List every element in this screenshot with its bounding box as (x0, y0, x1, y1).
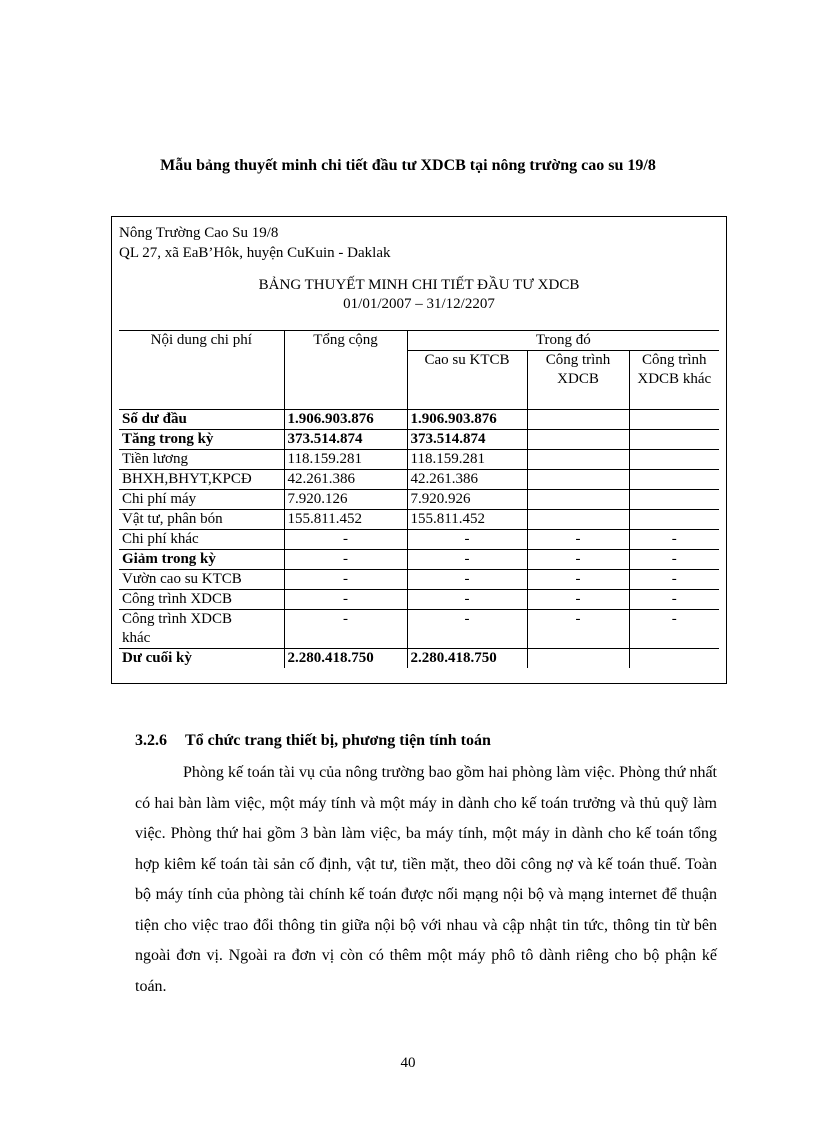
row-rubber: 1.906.903.876 (407, 410, 527, 430)
section-title: Tổ chức trang thiết bị, phương tiện tính toán (185, 732, 491, 749)
row-total: - (284, 530, 407, 550)
page-number: 40 (400, 1055, 416, 1071)
table-row (119, 550, 719, 570)
row-construction (527, 470, 629, 490)
row-label: Vườn cao su KTCB (119, 570, 284, 590)
table-row (119, 649, 719, 669)
row-other (629, 649, 719, 669)
row-label: Vật tư, phân bón (119, 510, 284, 530)
row-other (629, 470, 719, 490)
row-construction (527, 490, 629, 510)
row-total: 2.280.418.750 (284, 649, 407, 669)
header-total: Tổng cộng (284, 331, 407, 410)
header-of-which: Trong đó (407, 331, 719, 351)
row-total: 118.159.281 (284, 450, 407, 470)
row-label: Chi phí máy (119, 490, 284, 510)
row-label: Số dư đầu (119, 410, 284, 430)
row-construction: - (527, 570, 629, 590)
header-row-1 (119, 331, 719, 351)
row-construction: - (527, 610, 629, 649)
row-total: 373.514.874 (284, 430, 407, 450)
table-row (119, 510, 719, 530)
row-other: - (629, 610, 719, 649)
org-info (119, 223, 390, 263)
row-label: Giảm trong kỳ (119, 550, 284, 570)
header-content: Nội dung chi phí (119, 331, 284, 410)
row-label: Công trình XDCB (119, 590, 284, 610)
figure-caption: Mẫu bảng thuyết minh chi tiết đầu tư XDCB tại nông trường cao su 19/8 (160, 157, 656, 174)
row-other: - (629, 530, 719, 550)
table-row (119, 570, 719, 590)
row-label: Công trình XDCB khác (119, 610, 284, 649)
row-other (629, 490, 719, 510)
row-other: - (629, 570, 719, 590)
table-row (119, 610, 719, 649)
row-rubber: 7.920.926 (407, 490, 527, 510)
row-other (629, 450, 719, 470)
report-table (119, 330, 719, 668)
row-rubber: - (407, 590, 527, 610)
row-other (629, 510, 719, 530)
section-number: 3.2.6 (135, 732, 167, 749)
row-total: - (284, 590, 407, 610)
report-period: 01/01/2007 – 31/12/2207 (343, 296, 495, 312)
report-title: BẢNG THUYẾT MINH CHI TIẾT ĐẦU TƯ XDCB (258, 277, 580, 293)
row-construction (527, 450, 629, 470)
row-total: 7.920.126 (284, 490, 407, 510)
row-rubber: - (407, 610, 527, 649)
row-other (629, 410, 719, 430)
report-box (111, 216, 727, 684)
row-other: - (629, 550, 719, 570)
table-row (119, 410, 719, 430)
body-paragraph: Phòng kế toán tài vụ của nông trường bao gồm hai phòng làm việc. Phòng thứ nhất có hai bàn làm việc, một máy tính và một máy in dành cho kế toán trưởng và thủ quỹ làm việc. Phòng thứ hai gồm 3 bàn làm việc, ba máy tính, một máy in dành cho kế toán tổng hợp kiêm kế toán tài sản cố định, vật tư, tiền mặt, theo dõi công nợ và kế toán thuế. Toàn bộ máy tính của phòng tài chính kế toán được nối mạng nội bộ và mạng internet để thuận tiện cho việc trao đổi thông tin giữa nội bộ với nhau và cập nhật tin tức, thông tin từ bên ngoài đơn vị. Ngoài ra đơn vị còn có thêm một máy phô tô dành riêng cho bộ phận kế toán. (135, 764, 717, 995)
row-construction: - (527, 550, 629, 570)
row-rubber: 373.514.874 (407, 430, 527, 450)
org-name: Nông Trường Cao Su 19/8 (119, 225, 279, 241)
table-row (119, 490, 719, 510)
row-construction: - (527, 530, 629, 550)
table-row (119, 470, 719, 490)
row-rubber: 42.261.386 (407, 470, 527, 490)
row-label: Tăng trong kỳ (119, 430, 284, 450)
row-total: - (284, 570, 407, 590)
table-row (119, 450, 719, 470)
row-rubber: - (407, 570, 527, 590)
row-rubber: 155.811.452 (407, 510, 527, 530)
row-rubber: - (407, 550, 527, 570)
row-total: - (284, 550, 407, 570)
table-row (119, 430, 719, 450)
row-total: 42.261.386 (284, 470, 407, 490)
org-address: QL 27, xã EaB’Hôk, huyện CuKuin - Daklak (119, 245, 391, 261)
row-construction (527, 649, 629, 669)
row-label: Dư cuối kỳ (122, 650, 192, 666)
row-label: Chi phí khác (119, 530, 284, 550)
header-construction-other: Công trình XDCB khác (629, 351, 719, 410)
row-total: 155.811.452 (284, 510, 407, 530)
row-other (629, 430, 719, 450)
table-row (119, 590, 719, 610)
row-construction (527, 510, 629, 530)
row-construction (527, 410, 629, 430)
row-rubber: - (407, 530, 527, 550)
row-construction (527, 430, 629, 450)
row-label: BHXH,BHYT,KPCĐ (119, 470, 284, 490)
row-construction: - (527, 590, 629, 610)
header-construction: Công trình XDCB (527, 351, 629, 410)
row-rubber: 118.159.281 (407, 450, 527, 470)
header-rubber: Cao su KTCB (407, 351, 527, 410)
row-label: Tiền lương (119, 450, 284, 470)
section-heading (135, 732, 491, 750)
row-rubber: 2.280.418.750 (407, 649, 527, 669)
table-row (119, 530, 719, 550)
row-total: 1.906.903.876 (284, 410, 407, 430)
row-other: - (629, 590, 719, 610)
row-total: - (284, 610, 407, 649)
